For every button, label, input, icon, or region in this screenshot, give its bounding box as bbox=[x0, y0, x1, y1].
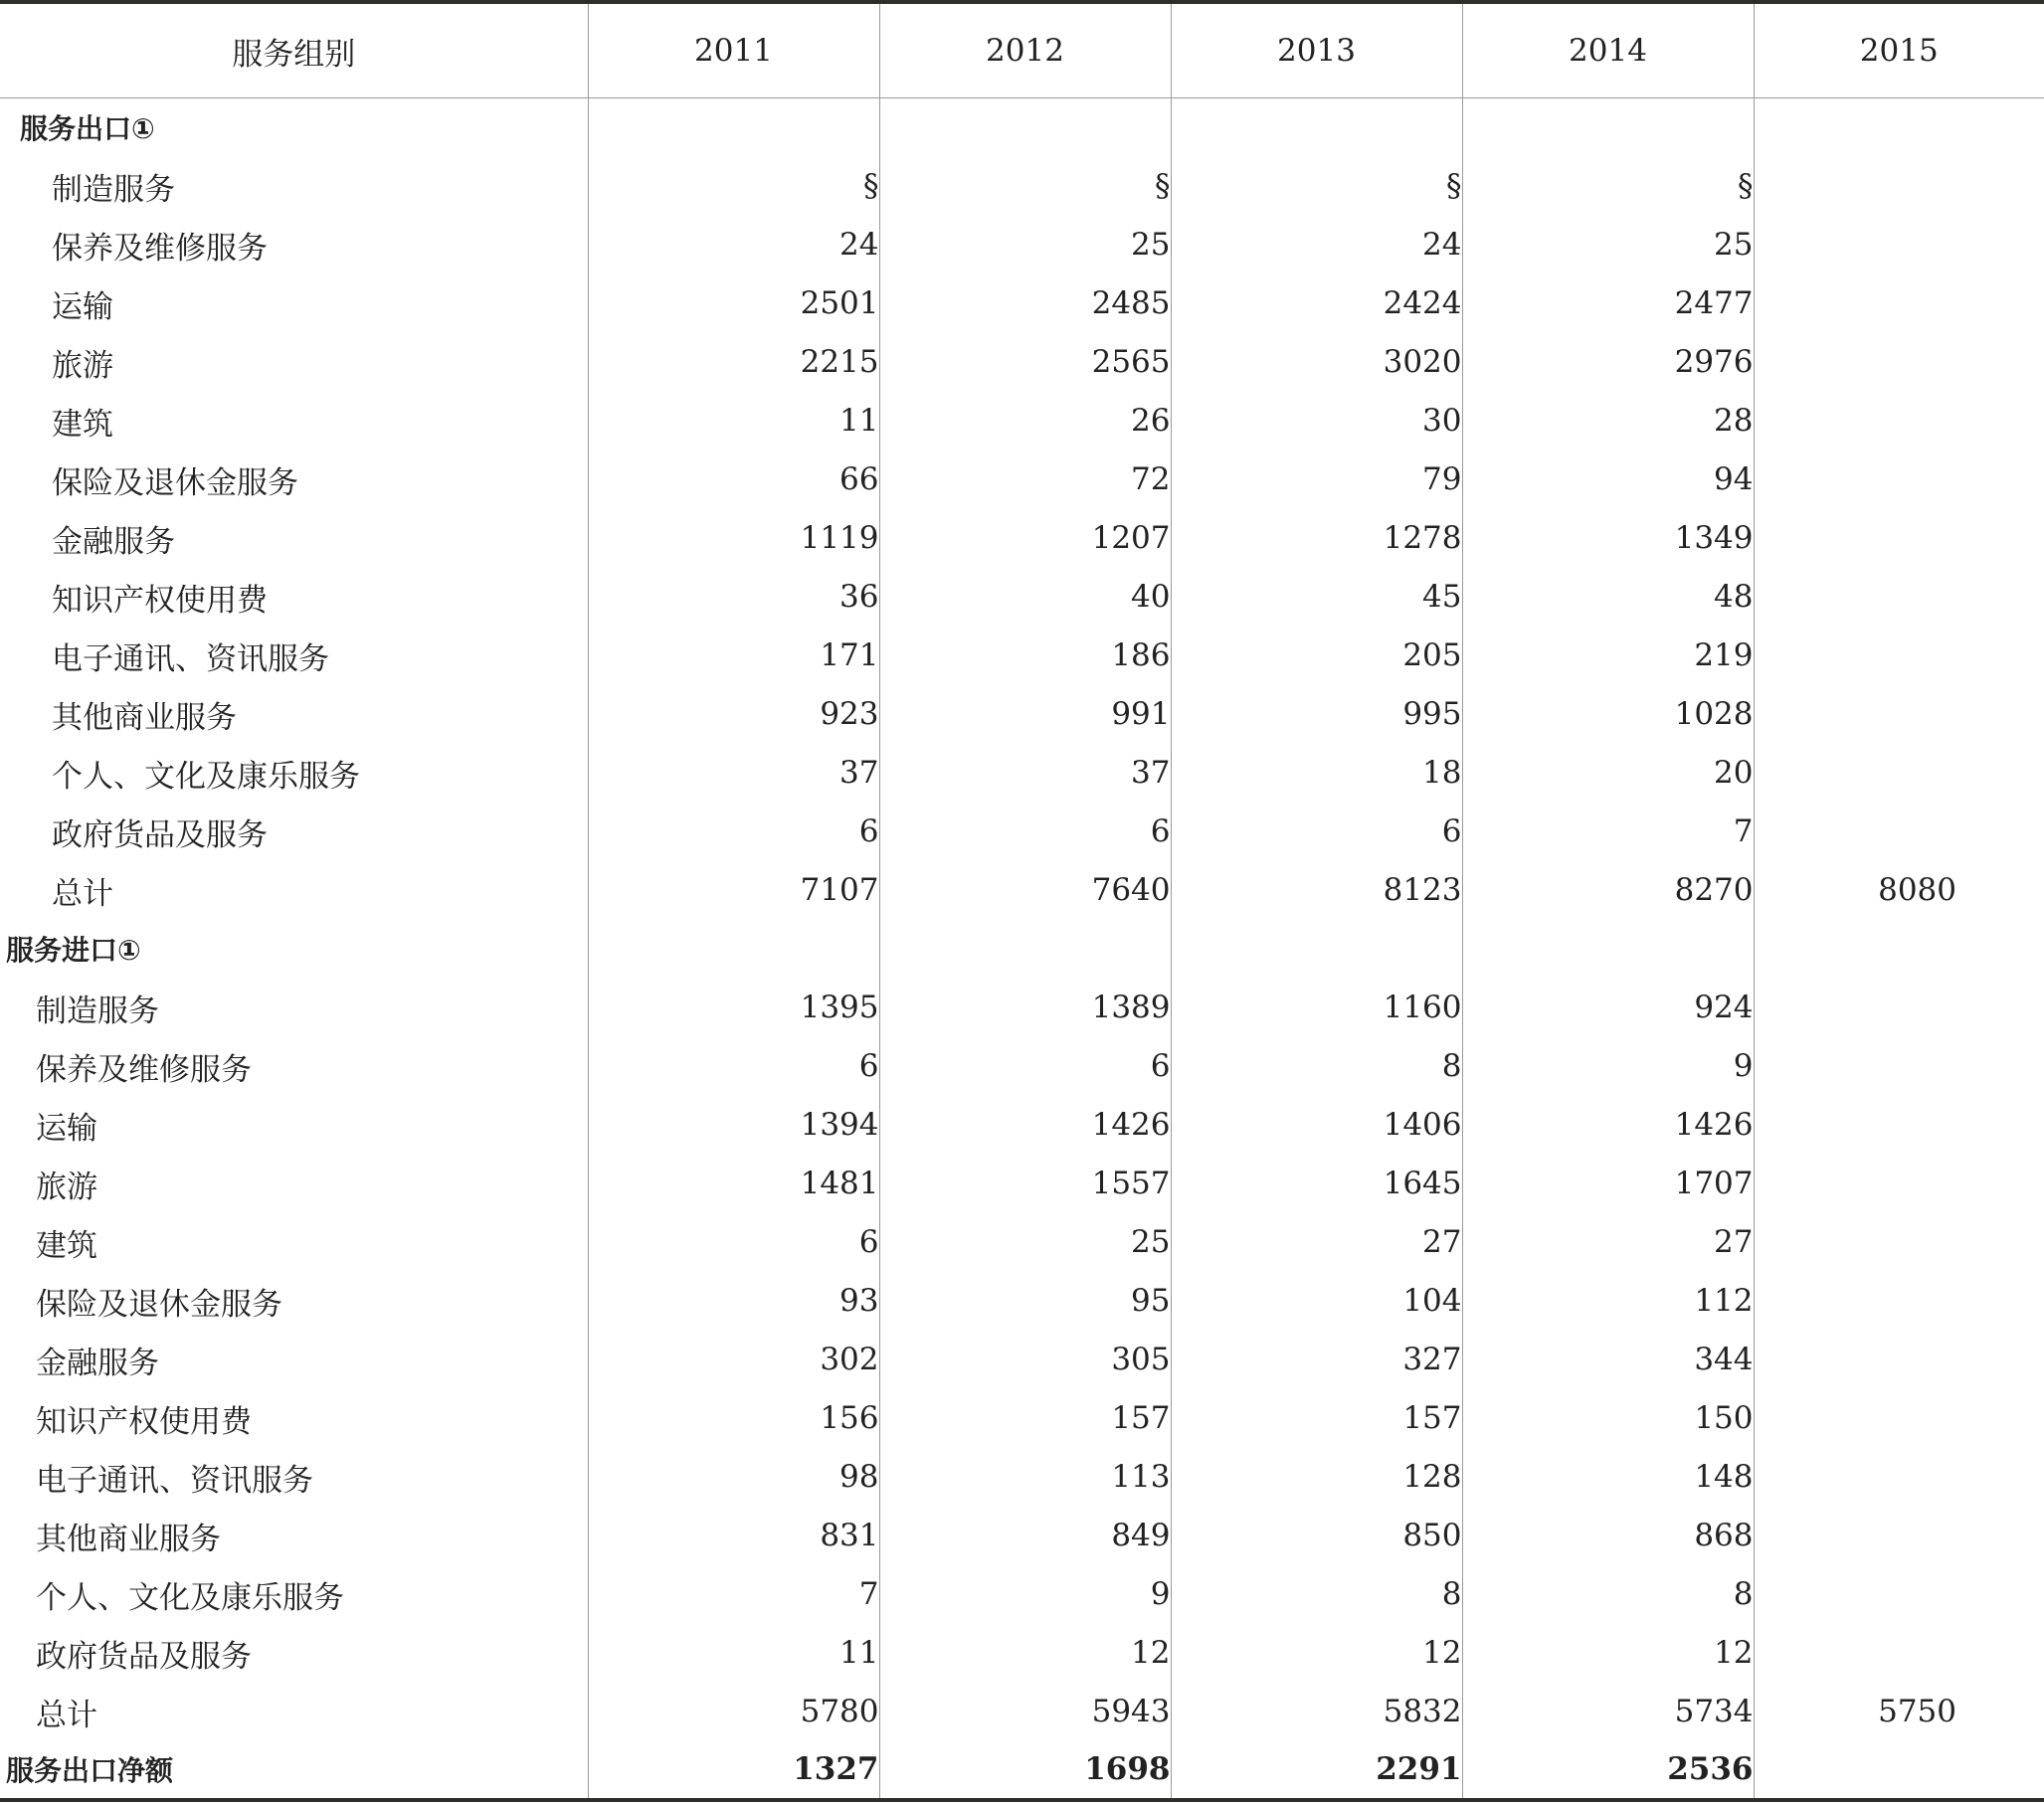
exports-row-label: 建筑 bbox=[52, 406, 113, 443]
exports-cell-2011: 2215 bbox=[588, 333, 879, 392]
imports-cell-2014: 27 bbox=[1462, 1213, 1754, 1272]
exports-cell-2015 bbox=[1754, 333, 2044, 392]
table-row bbox=[0, 685, 2044, 744]
header-row bbox=[0, 2, 2044, 98]
imports-cell-2014: 9 bbox=[1462, 1037, 1754, 1096]
exports-row-label: 运输 bbox=[52, 288, 113, 325]
imports-cell-2014: 868 bbox=[1462, 1507, 1754, 1565]
imports-cell-2013: 27 bbox=[1171, 1213, 1462, 1272]
imports-cell-2015 bbox=[1754, 1331, 2044, 1389]
exports-cell-2012: 25 bbox=[879, 216, 1171, 274]
imports-row-label: 制造服务 bbox=[36, 992, 159, 1029]
imports-row-label: 其他商业服务 bbox=[36, 1521, 221, 1557]
imports-cell-2011: 11 bbox=[588, 1624, 879, 1683]
imports-cell-2012: 25 bbox=[879, 1213, 1171, 1272]
imports-cell-2011: 6 bbox=[588, 1213, 879, 1272]
imports-cell-2012: 305 bbox=[879, 1331, 1171, 1389]
table-row bbox=[0, 157, 2044, 216]
table-body bbox=[0, 98, 2044, 157]
imports-cell-2012: 1557 bbox=[879, 1155, 1171, 1213]
exports-cell-2013: 30 bbox=[1171, 392, 1462, 451]
exports-cell-2014: 8270 bbox=[1462, 861, 1754, 920]
imports-cell-2015: 5750 bbox=[1754, 1683, 2044, 1741]
imports-cell-2014: 12 bbox=[1462, 1624, 1754, 1683]
exports-cell-2012: 1207 bbox=[879, 509, 1171, 568]
exports-cell-2013: 205 bbox=[1171, 627, 1462, 685]
imports-row-label: 电子通讯、资讯服务 bbox=[36, 1462, 313, 1499]
table-row bbox=[0, 333, 2044, 392]
header-year-2012: 2012 bbox=[879, 2, 1171, 98]
table-row bbox=[0, 1155, 2044, 1213]
exports-cell-2011: 24 bbox=[588, 216, 879, 274]
table-row bbox=[0, 568, 2044, 627]
imports-cell-2015 bbox=[1754, 1155, 2044, 1213]
exports-cell-2011: 7107 bbox=[588, 861, 879, 920]
table-row bbox=[0, 803, 2044, 861]
exports-cell-2015 bbox=[1754, 274, 2044, 333]
imports-row-label: 知识产权使用费 bbox=[36, 1403, 252, 1440]
table-row bbox=[0, 861, 2044, 920]
table-header bbox=[0, 2, 2044, 98]
imports-cell-2011: 302 bbox=[588, 1331, 879, 1389]
imports-row-label: 个人、文化及康乐服务 bbox=[36, 1579, 344, 1616]
exports-rows bbox=[0, 157, 2044, 920]
exports-cell-2012: 2485 bbox=[879, 274, 1171, 333]
exports-cell-2013: 1278 bbox=[1171, 509, 1462, 568]
net-exports-2014: 2536 bbox=[1462, 1741, 1754, 1800]
imports-cell-2012: 5943 bbox=[879, 1683, 1171, 1741]
imports-section-title: 服务进口① bbox=[6, 934, 141, 967]
exports-row-label: 政府货品及服务 bbox=[52, 816, 268, 853]
imports-rows bbox=[0, 979, 2044, 1741]
exports-cell-2013: 8123 bbox=[1171, 861, 1462, 920]
exports-row-label: 其他商业服务 bbox=[52, 699, 237, 736]
imports-row-label: 运输 bbox=[36, 1110, 97, 1147]
exports-cell-2014: 1349 bbox=[1462, 509, 1754, 568]
exports-cell-2013: 18 bbox=[1171, 744, 1462, 803]
table-row bbox=[0, 1683, 2044, 1741]
imports-cell-2013: 128 bbox=[1171, 1448, 1462, 1507]
imports-cell-2013: 8 bbox=[1171, 1037, 1462, 1096]
exports-cell-2015 bbox=[1754, 451, 2044, 509]
imports-cell-2011: 98 bbox=[588, 1448, 879, 1507]
imports-cell-2013: 1160 bbox=[1171, 979, 1462, 1037]
exports-cell-2012: 40 bbox=[879, 568, 1171, 627]
exports-row-label: 个人、文化及康乐服务 bbox=[52, 758, 360, 795]
table-row bbox=[0, 1037, 2044, 1096]
imports-cell-2014: 924 bbox=[1462, 979, 1754, 1037]
header-year-2013: 2013 bbox=[1171, 2, 1462, 98]
exports-cell-2013: 79 bbox=[1171, 451, 1462, 509]
imports-cell-2015 bbox=[1754, 1213, 2044, 1272]
imports-cell-2014: 8 bbox=[1462, 1565, 1754, 1624]
table-row bbox=[0, 1213, 2044, 1272]
exports-cell-2014: 219 bbox=[1462, 627, 1754, 685]
imports-cell-2014: 1426 bbox=[1462, 1096, 1754, 1155]
imports-row-label: 建筑 bbox=[36, 1227, 97, 1264]
exports-cell-2014: 1028 bbox=[1462, 685, 1754, 744]
imports-cell-2015 bbox=[1754, 1507, 2044, 1565]
header-year-2015: 2015 bbox=[1754, 2, 2044, 98]
exports-cell-2012: 26 bbox=[879, 392, 1171, 451]
exports-cell-2013: 995 bbox=[1171, 685, 1462, 744]
exports-cell-2012: 2565 bbox=[879, 333, 1171, 392]
table-row bbox=[0, 392, 2044, 451]
net-block bbox=[0, 1741, 2044, 1800]
exports-cell-2013: 2424 bbox=[1171, 274, 1462, 333]
imports-cell-2014: 150 bbox=[1462, 1389, 1754, 1448]
exports-cell-2011: 1119 bbox=[588, 509, 879, 568]
imports-cell-2015 bbox=[1754, 1272, 2044, 1331]
table-row bbox=[0, 274, 2044, 333]
imports-cell-2011: 1394 bbox=[588, 1096, 879, 1155]
imports-cell-2011: 1481 bbox=[588, 1155, 879, 1213]
exports-cell-2014: 25 bbox=[1462, 216, 1754, 274]
exports-cell-2014: 94 bbox=[1462, 451, 1754, 509]
net-exports-row bbox=[0, 1741, 2044, 1800]
exports-cell-2015 bbox=[1754, 685, 2044, 744]
imports-cell-2015 bbox=[1754, 1448, 2044, 1507]
exports-cell-2014: 48 bbox=[1462, 568, 1754, 627]
imports-cell-2011: 93 bbox=[588, 1272, 879, 1331]
net-exports-2012: 1698 bbox=[879, 1741, 1171, 1800]
table-row bbox=[0, 1565, 2044, 1624]
exports-cell-2013: § bbox=[1171, 157, 1462, 216]
imports-cell-2013: 327 bbox=[1171, 1331, 1462, 1389]
table-row bbox=[0, 1331, 2044, 1389]
table-row bbox=[0, 216, 2044, 274]
exports-cell-2011: 2501 bbox=[588, 274, 879, 333]
exports-cell-2011: 11 bbox=[588, 392, 879, 451]
exports-cell-2011: 923 bbox=[588, 685, 879, 744]
exports-cell-2015 bbox=[1754, 803, 2044, 861]
imports-cell-2013: 1406 bbox=[1171, 1096, 1462, 1155]
exports-cell-2015 bbox=[1754, 568, 2044, 627]
exports-cell-2013: 45 bbox=[1171, 568, 1462, 627]
exports-section-row bbox=[0, 98, 2044, 157]
imports-cell-2013: 157 bbox=[1171, 1389, 1462, 1448]
exports-cell-2015 bbox=[1754, 392, 2044, 451]
table-row bbox=[0, 1272, 2044, 1331]
exports-cell-2013: 3020 bbox=[1171, 333, 1462, 392]
table-row bbox=[0, 1096, 2044, 1155]
exports-row-label: 制造服务 bbox=[52, 171, 175, 208]
imports-row-label: 金融服务 bbox=[36, 1345, 159, 1381]
imports-cell-2015 bbox=[1754, 1096, 2044, 1155]
imports-cell-2014: 5734 bbox=[1462, 1683, 1754, 1741]
imports-row-label: 总计 bbox=[36, 1697, 97, 1733]
exports-cell-2011: § bbox=[588, 157, 879, 216]
imports-cell-2014: 148 bbox=[1462, 1448, 1754, 1507]
imports-cell-2015 bbox=[1754, 1565, 2044, 1624]
exports-row-label: 金融服务 bbox=[52, 523, 175, 560]
imports-cell-2015 bbox=[1754, 1037, 2044, 1096]
exports-cell-2011: 36 bbox=[588, 568, 879, 627]
exports-cell-2015 bbox=[1754, 157, 2044, 216]
imports-cell-2012: 12 bbox=[879, 1624, 1171, 1683]
table-row bbox=[0, 451, 2044, 509]
exports-cell-2012: 6 bbox=[879, 803, 1171, 861]
imports-row-label: 旅游 bbox=[36, 1169, 97, 1205]
imports-row-label: 保险及退休金服务 bbox=[36, 1286, 282, 1323]
exports-cell-2011: 6 bbox=[588, 803, 879, 861]
table-row bbox=[0, 1389, 2044, 1448]
exports-row-label: 旅游 bbox=[52, 347, 113, 384]
imports-cell-2011: 5780 bbox=[588, 1683, 879, 1741]
table-row bbox=[0, 627, 2044, 685]
imports-cell-2011: 156 bbox=[588, 1389, 879, 1448]
exports-cell-2014: 20 bbox=[1462, 744, 1754, 803]
imports-cell-2012: 6 bbox=[879, 1037, 1171, 1096]
imports-cell-2013: 104 bbox=[1171, 1272, 1462, 1331]
header-year-2014: 2014 bbox=[1462, 2, 1754, 98]
net-exports-2015 bbox=[1754, 1741, 2044, 1800]
table-row bbox=[0, 744, 2044, 803]
exports-row-label: 知识产权使用费 bbox=[52, 582, 268, 619]
net-exports-label: 服务出口净额 bbox=[6, 1754, 174, 1787]
exports-row-label: 保养及维修服务 bbox=[52, 230, 268, 267]
exports-cell-2011: 171 bbox=[588, 627, 879, 685]
imports-cell-2011: 6 bbox=[588, 1037, 879, 1096]
imports-cell-2013: 850 bbox=[1171, 1507, 1462, 1565]
exports-cell-2015 bbox=[1754, 744, 2044, 803]
imports-cell-2011: 831 bbox=[588, 1507, 879, 1565]
imports-cell-2012: 95 bbox=[879, 1272, 1171, 1331]
imports-row-label: 保养及维修服务 bbox=[36, 1051, 252, 1088]
imports-cell-2014: 344 bbox=[1462, 1331, 1754, 1389]
exports-row-label: 电子通讯、资讯服务 bbox=[52, 640, 329, 677]
exports-cell-2013: 24 bbox=[1171, 216, 1462, 274]
imports-cell-2012: 157 bbox=[879, 1389, 1171, 1448]
imports-cell-2012: 1389 bbox=[879, 979, 1171, 1037]
imports-cell-2011: 1395 bbox=[588, 979, 879, 1037]
header-service-group: 服务组别 bbox=[0, 2, 588, 98]
table-row bbox=[0, 979, 2044, 1037]
exports-section-title: 服务出口① bbox=[20, 112, 155, 146]
imports-cell-2014: 1707 bbox=[1462, 1155, 1754, 1213]
imports-cell-2014: 112 bbox=[1462, 1272, 1754, 1331]
exports-cell-2013: 6 bbox=[1171, 803, 1462, 861]
exports-cell-2011: 37 bbox=[588, 744, 879, 803]
exports-cell-2012: 7640 bbox=[879, 861, 1171, 920]
exports-cell-2012: 72 bbox=[879, 451, 1171, 509]
imports-cell-2012: 1426 bbox=[879, 1096, 1171, 1155]
imports-row-label: 政府货品及服务 bbox=[36, 1638, 252, 1675]
exports-cell-2014: 7 bbox=[1462, 803, 1754, 861]
exports-cell-2014: 2976 bbox=[1462, 333, 1754, 392]
exports-cell-2015 bbox=[1754, 627, 2044, 685]
imports-cell-2015 bbox=[1754, 1624, 2044, 1683]
exports-cell-2011: 66 bbox=[588, 451, 879, 509]
exports-cell-2015 bbox=[1754, 509, 2044, 568]
imports-cell-2013: 5832 bbox=[1171, 1683, 1462, 1741]
header-year-2011: 2011 bbox=[588, 2, 879, 98]
exports-cell-2012: 37 bbox=[879, 744, 1171, 803]
net-exports-2011: 1327 bbox=[588, 1741, 879, 1800]
imports-cell-2012: 9 bbox=[879, 1565, 1171, 1624]
imports-block bbox=[0, 920, 2044, 979]
exports-cell-2014: § bbox=[1462, 157, 1754, 216]
imports-cell-2015 bbox=[1754, 1389, 2044, 1448]
imports-cell-2013: 12 bbox=[1171, 1624, 1462, 1683]
net-exports-2013: 2291 bbox=[1171, 1741, 1462, 1800]
exports-cell-2014: 2477 bbox=[1462, 274, 1754, 333]
imports-cell-2011: 7 bbox=[588, 1565, 879, 1624]
exports-cell-2015: 8080 bbox=[1754, 861, 2044, 920]
exports-cell-2014: 28 bbox=[1462, 392, 1754, 451]
imports-cell-2015 bbox=[1754, 979, 2044, 1037]
imports-cell-2013: 8 bbox=[1171, 1565, 1462, 1624]
table-row bbox=[0, 1624, 2044, 1683]
imports-cell-2012: 113 bbox=[879, 1448, 1171, 1507]
imports-cell-2013: 1645 bbox=[1171, 1155, 1462, 1213]
exports-cell-2012: § bbox=[879, 157, 1171, 216]
exports-row-label: 总计 bbox=[52, 875, 113, 912]
table-row bbox=[0, 509, 2044, 568]
exports-row-label: 保险及退休金服务 bbox=[52, 464, 298, 501]
table-row bbox=[0, 1448, 2044, 1507]
imports-cell-2012: 849 bbox=[879, 1507, 1171, 1565]
table-row bbox=[0, 1507, 2044, 1565]
exports-cell-2012: 186 bbox=[879, 627, 1171, 685]
exports-cell-2012: 991 bbox=[879, 685, 1171, 744]
exports-cell-2015 bbox=[1754, 216, 2044, 274]
imports-section-row bbox=[0, 920, 2044, 979]
